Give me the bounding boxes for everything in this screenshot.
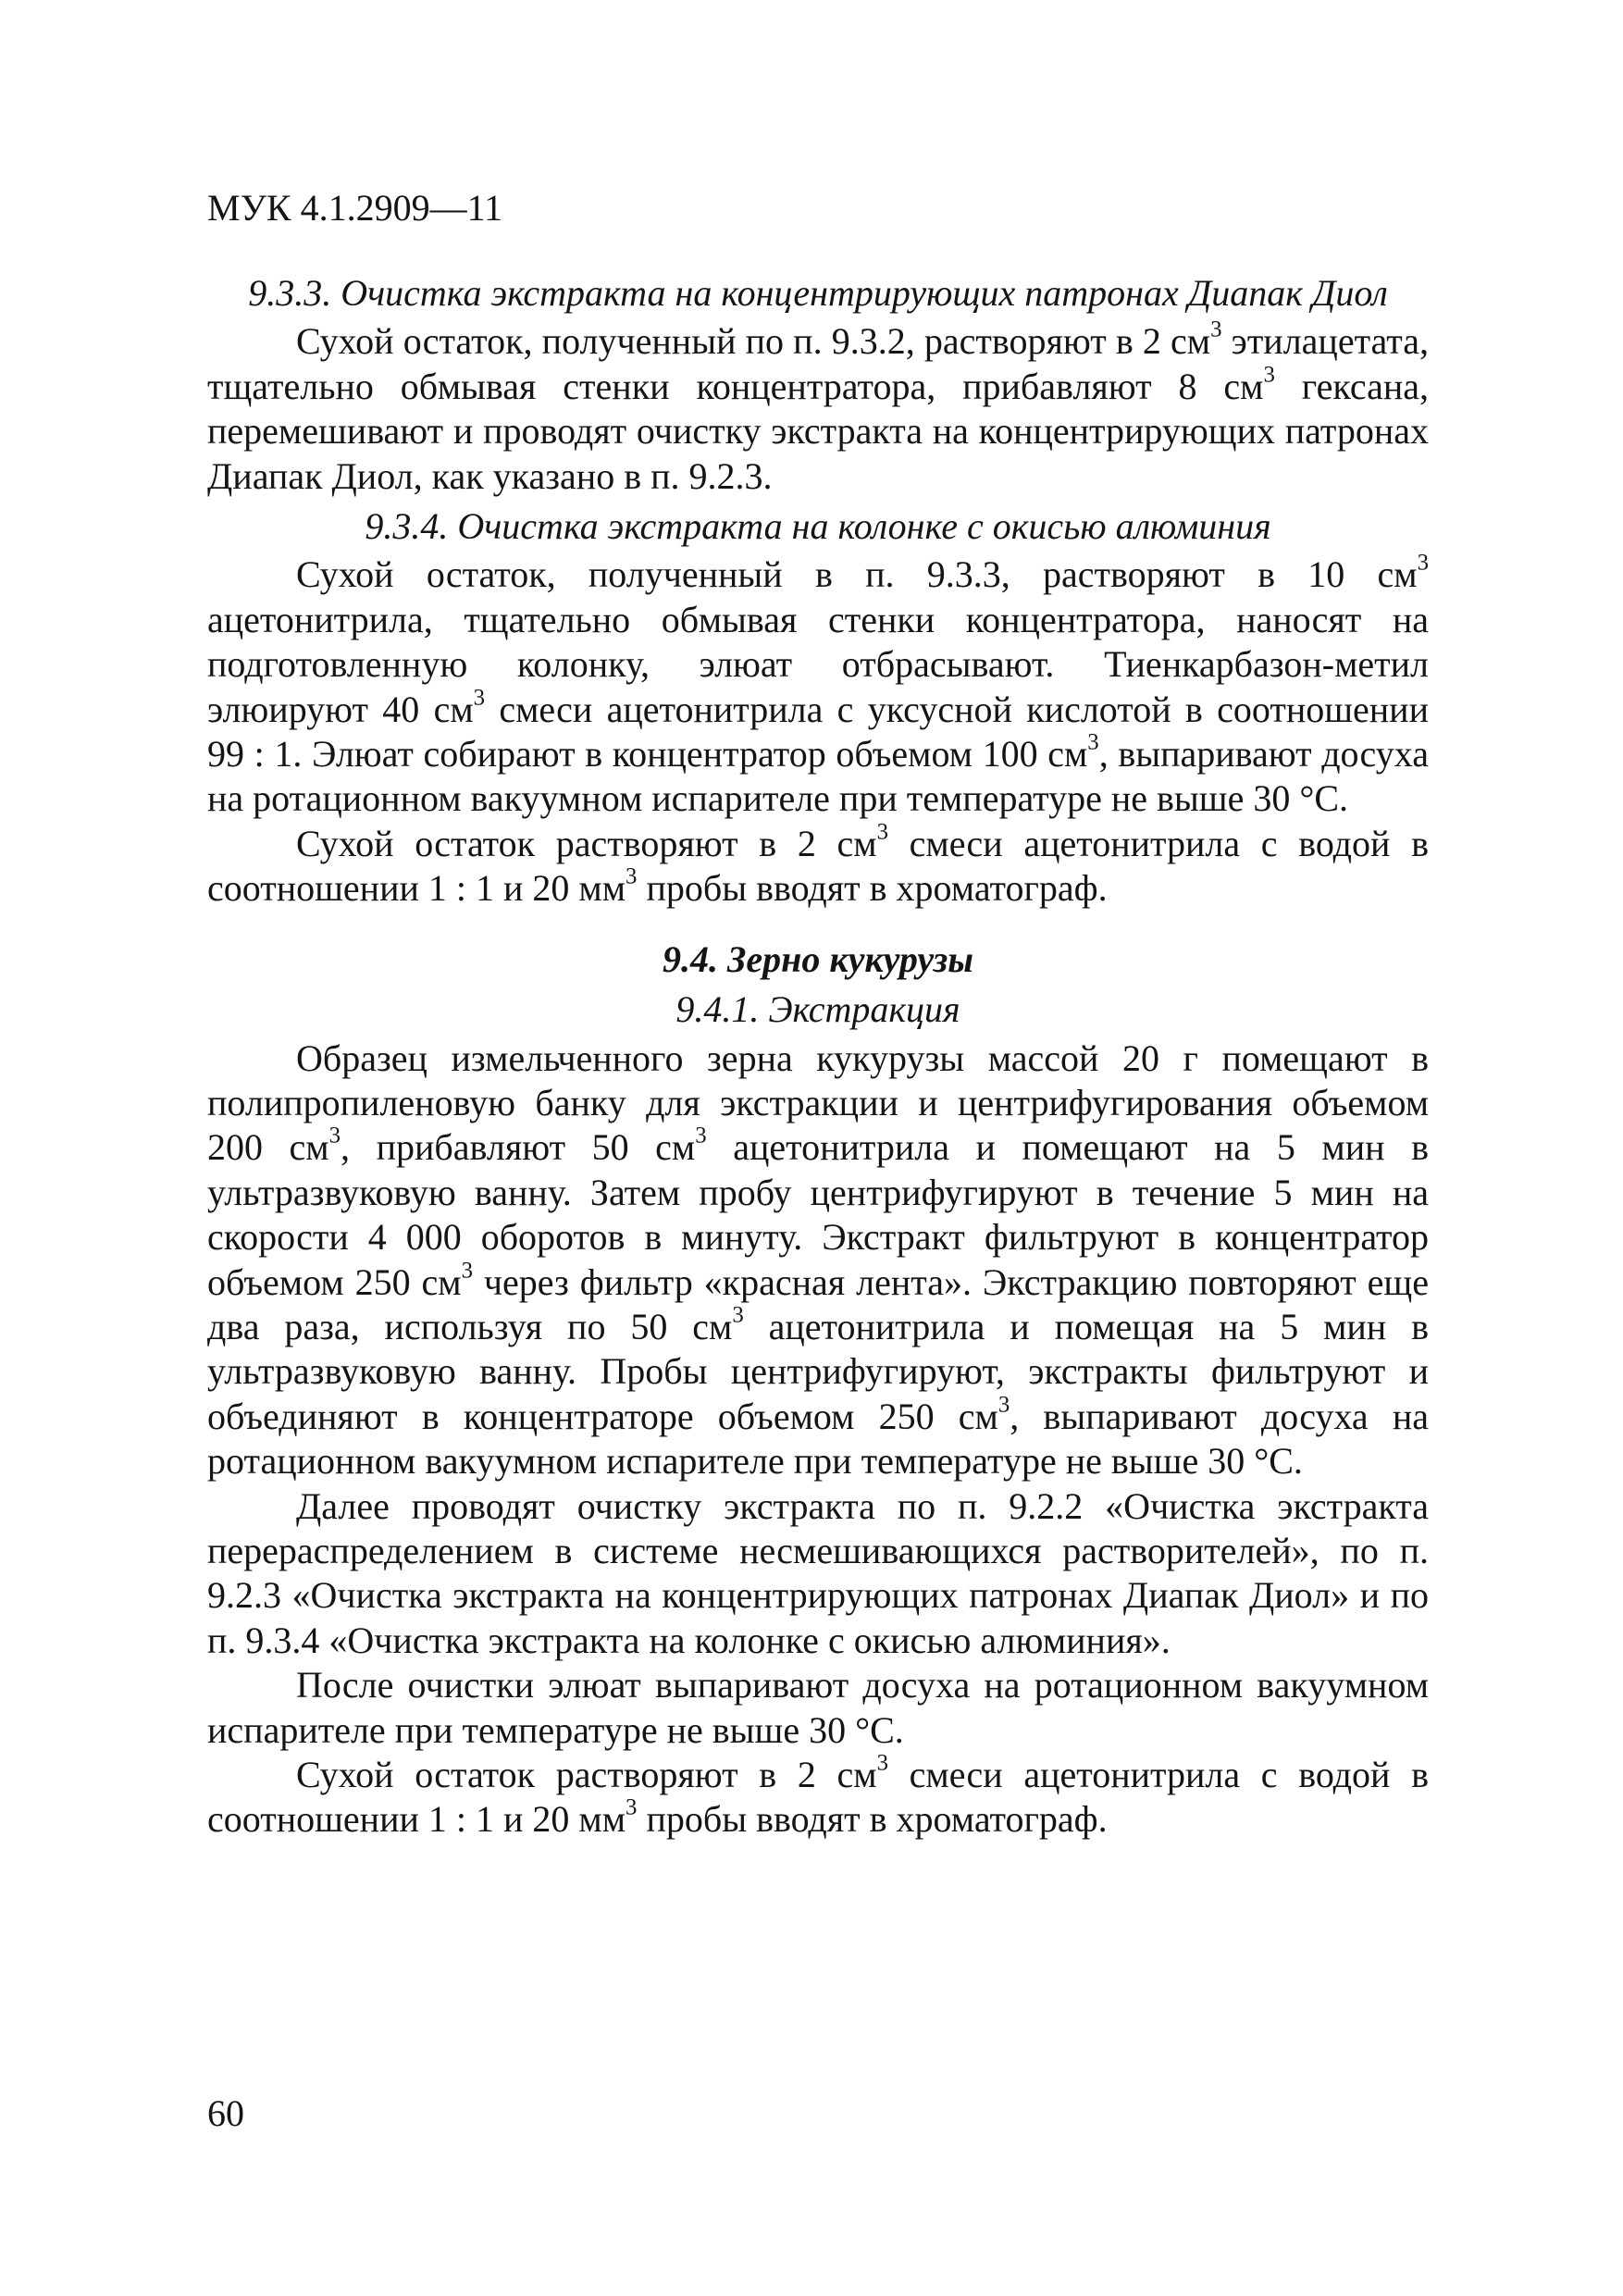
text-run: После очистки элюат выпаривают досуха на ротационном вакуумном испарителе при температуре не выше 30 °С. — [207, 1664, 1429, 1751]
paragraph-9-4-1-a — [207, 1036, 1429, 1484]
superscript: 3 — [1417, 550, 1429, 576]
paragraph-9-3-4-b — [207, 819, 1429, 912]
document-code-header: МУК 4.1.2909—11 — [207, 187, 503, 229]
superscript: 3 — [1210, 316, 1222, 342]
superscript: 3 — [695, 1123, 707, 1148]
text-run: через фильтр «красная лента». Экстракцию повторяют еще два раза, используя по 50 см — [207, 1260, 1429, 1347]
text-run: ацетонитрила, тщательно обмывая стенки концентратора, наносят на подготовленную колонку, элюат отбрасывают. Тиенкарбазон-метил элюируют 40 см — [207, 598, 1429, 730]
superscript: 3 — [328, 1123, 341, 1148]
superscript: 3 — [626, 863, 638, 889]
text-run: пробы вводят в хроматограф. — [637, 1798, 1108, 1841]
text-run: смеси ацетонитрила с водой в соотношении 1 : 1 и 20 мм — [207, 1754, 1429, 1841]
superscript: 3 — [461, 1257, 473, 1283]
paragraph-9-4-1-d — [207, 1750, 1429, 1843]
section-heading-9-3-3: 9.3.3. Очистка экстракта на концентрирующих патронах Диапак Диол — [248, 272, 1388, 314]
text-run: Сухой остаток растворяют в 2 см — [296, 1754, 877, 1795]
superscript: 3 — [732, 1302, 744, 1328]
section-heading-9-3-4: 9.3.4. Очистка экстракта на колонке с окисью алюминия — [365, 505, 1271, 548]
superscript: 3 — [626, 1794, 638, 1820]
text-run: гексана, перемешивают и проводят очистку экстракта на концентрирующих патронах Диапак Диол, как указано в п. 9.2.3. — [207, 365, 1430, 497]
text-run: Сухой остаток, полученный по п. 9.3.2, растворяют в 2 см — [296, 320, 1211, 363]
superscript: 3 — [1263, 362, 1275, 388]
superscript: 3 — [473, 685, 486, 711]
text-run: Образец измельченного зерна кукурузы массой 20 г помещают в полипропиленовую банку для экстракции и центрифугирования объемом 200 см — [207, 1036, 1429, 1169]
text-run: смеси ацетонитрила с уксусной кислотой в соотношении 99 : 1. Элюат собирают в концентратор объемом 100 см — [207, 688, 1429, 776]
text-run: , выпаривают досуха на ротационном вакуумном испарителе при температуре не выше 30 °С. — [207, 1395, 1429, 1483]
paragraph-9-4-1-c — [207, 1663, 1429, 1753]
superscript: 3 — [876, 1750, 888, 1776]
section-title-9-4: 9.4. Зерно кукурузы — [663, 937, 973, 980]
superscript: 3 — [1087, 729, 1099, 755]
text-run: Сухой остаток растворяют в 2 см — [296, 822, 877, 864]
superscript: 3 — [876, 819, 888, 845]
paragraph-9-3-4-a — [207, 552, 1429, 821]
page-number: 60 — [207, 2092, 244, 2134]
text-run: , прибавляют 50 см — [341, 1126, 696, 1169]
text-run: Сухой остаток, полученный в п. 9.3.3, растворяют в 10 см — [296, 553, 1418, 596]
page-body — [207, 271, 1429, 1843]
text-run: Далее проводят очистку экстракта по п. 9.2.2 «Очистка экстракта перераспределением в системе несмешивающихся растворителей», по п. 9.2.3 «Очистка экстракта на концентрирующих патронах Диапак Диол» и по п. 9.3.4 «Очистка экстракта на колонке с окисью алюминия». — [207, 1484, 1429, 1661]
text-run: , выпаривают досуха на ротационном вакуумном испарителе при температуре не выше 30 °С. — [207, 733, 1430, 820]
text-run: пробы вводят в хроматограф. — [637, 867, 1108, 910]
paragraph-9-4-1-b — [207, 1484, 1429, 1664]
paragraph-9-3-3 — [207, 316, 1430, 499]
text-run: смеси ацетонитрила с водой в соотношении 1 : 1 и 20 мм — [207, 822, 1429, 910]
text-run: ацетонитрила и помещают на 5 мин в ультразвуковую ванну. Затем пробу центрифугируют в течение 5 мин на скорости 4 000 оборотов в минуту. Экстракт фильтруют в концентратор объемом 250 см — [207, 1126, 1429, 1303]
superscript: 3 — [997, 1392, 1010, 1418]
text-run: этилацетата, тщательно обмывая стенки концентратора, прибавляют 8 см — [207, 320, 1430, 407]
text-run: ацетонитрила и помещая на 5 мин в ультразвуковую ванну. Пробы центрифугируют, экстракты фильтруют и объединяют в концентраторе объемом 250 см — [207, 1305, 1429, 1437]
section-subtitle-9-4-1: 9.4.1. Экстракция — [675, 988, 960, 1031]
